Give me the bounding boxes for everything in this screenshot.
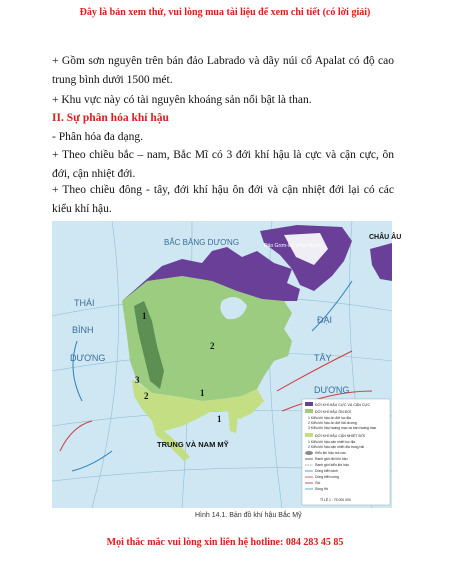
legend-item: Dòng biển lạnh bbox=[315, 469, 338, 473]
legend-item: 3 Kiểu khí hậu hoang mạc và bán hoang mạc bbox=[308, 426, 377, 430]
legend-item: Dòng biển nóng bbox=[315, 475, 339, 479]
hotline-footer: Mọi thắc mắc vui lòng xin liên hệ hotline: 084 283 45 85 bbox=[106, 537, 344, 548]
zone-number: 1 bbox=[142, 311, 147, 321]
label-duong: DƯƠNG bbox=[70, 353, 106, 363]
legend-item: ĐỚI KHÍ HẬU CỰC VÀ CẬN CỰC bbox=[315, 403, 371, 407]
legend-swatch-mountain bbox=[305, 451, 313, 455]
label-greenland: Đảo Grơn-len (Đan Mạch) bbox=[264, 243, 323, 249]
zone-number: 1 bbox=[200, 388, 205, 398]
legend-item: 1 Kiểu khí hậu cận nhiệt lục địa bbox=[308, 440, 356, 444]
zone-number: 3 bbox=[135, 375, 140, 385]
label-duong-2: DƯƠNG bbox=[314, 385, 350, 395]
legend-item: Gió bbox=[315, 481, 321, 485]
legend-item: 1 Kiểu khí hậu ôn đới lục địa bbox=[308, 416, 351, 420]
paragraph-east-west: + Theo chiều đông - tây, đới khí hậu ôn đới và cận nhiệt đới lại có các kiểu khí hậu. bbox=[52, 184, 394, 215]
legend-swatch-temperate bbox=[305, 409, 313, 413]
label-central-south-america: TRUNG VÀ NAM MỸ bbox=[157, 440, 229, 449]
label-tay: TÂY bbox=[314, 353, 332, 363]
legend-scale: TỈ LỆ 1 : 75 000 000 bbox=[320, 498, 351, 502]
zone-number: 2 bbox=[144, 391, 149, 401]
paragraph-diverse: - Phân hóa đa dạng. bbox=[52, 131, 144, 143]
legend-item: Ranh giới đới khí hậu bbox=[315, 457, 348, 461]
legend-swatch-subtropical bbox=[305, 433, 313, 437]
zone-number: 2 bbox=[210, 341, 215, 351]
legend-item: Ranh giới kiểu khí hậu bbox=[315, 463, 349, 467]
climate-map bbox=[52, 221, 402, 508]
legend-item: ĐỚI KHÍ HẬU ÔN ĐỚI bbox=[315, 410, 352, 414]
label-dai: ĐẠI bbox=[317, 315, 333, 325]
legend-item: 2 Kiểu khí hậu ôn đới hải dương bbox=[308, 421, 357, 425]
label-europe: CHÂU ÂU bbox=[369, 234, 402, 241]
legend-item: Kiểu khí hậu núi cao bbox=[315, 451, 346, 455]
section-heading-climate: II. Sự phân hóa khí hậu bbox=[52, 112, 169, 124]
legend-item: Sông Hồ bbox=[315, 487, 329, 491]
map-caption: Hình 14.1. Bản đồ khí hậu Bắc Mỹ bbox=[195, 512, 302, 519]
preview-banner: Đây là bản xem thử, vui lòng mua tài liệu để xem chi tiết (có lời giải) bbox=[79, 7, 371, 18]
paragraph-coal: + Khu vực này có tài nguyên khoáng sản nổi bật là than. bbox=[52, 94, 312, 106]
legend-swatch-polar bbox=[305, 402, 313, 406]
zone-number: 1 bbox=[217, 414, 222, 424]
paragraph-highlands: + Gồm sơn nguyên trên bán đảo Labrado và dãy núi cổ Apalat có độ cao trung bình dưới 1500 mét. bbox=[52, 55, 394, 86]
legend-item: 2 Kiểu khí hậu cận nhiệt địa trung hải bbox=[308, 445, 364, 449]
map-legend bbox=[302, 399, 390, 505]
label-arctic-ocean: BẮC BĂNG DƯƠNG bbox=[164, 238, 240, 247]
legend-item: ĐỚI KHÍ HẬU CẬN NHIỆT ĐỚI bbox=[315, 434, 366, 438]
label-thai: THÁI bbox=[74, 298, 95, 308]
label-binh: BÌNH bbox=[72, 325, 94, 335]
paragraph-north-south: + Theo chiều bắc – nam, Bắc Mĩ có 3 đới khí hậu là cực và cận cực, ôn đới, cận nhiệt đới. bbox=[52, 149, 394, 180]
